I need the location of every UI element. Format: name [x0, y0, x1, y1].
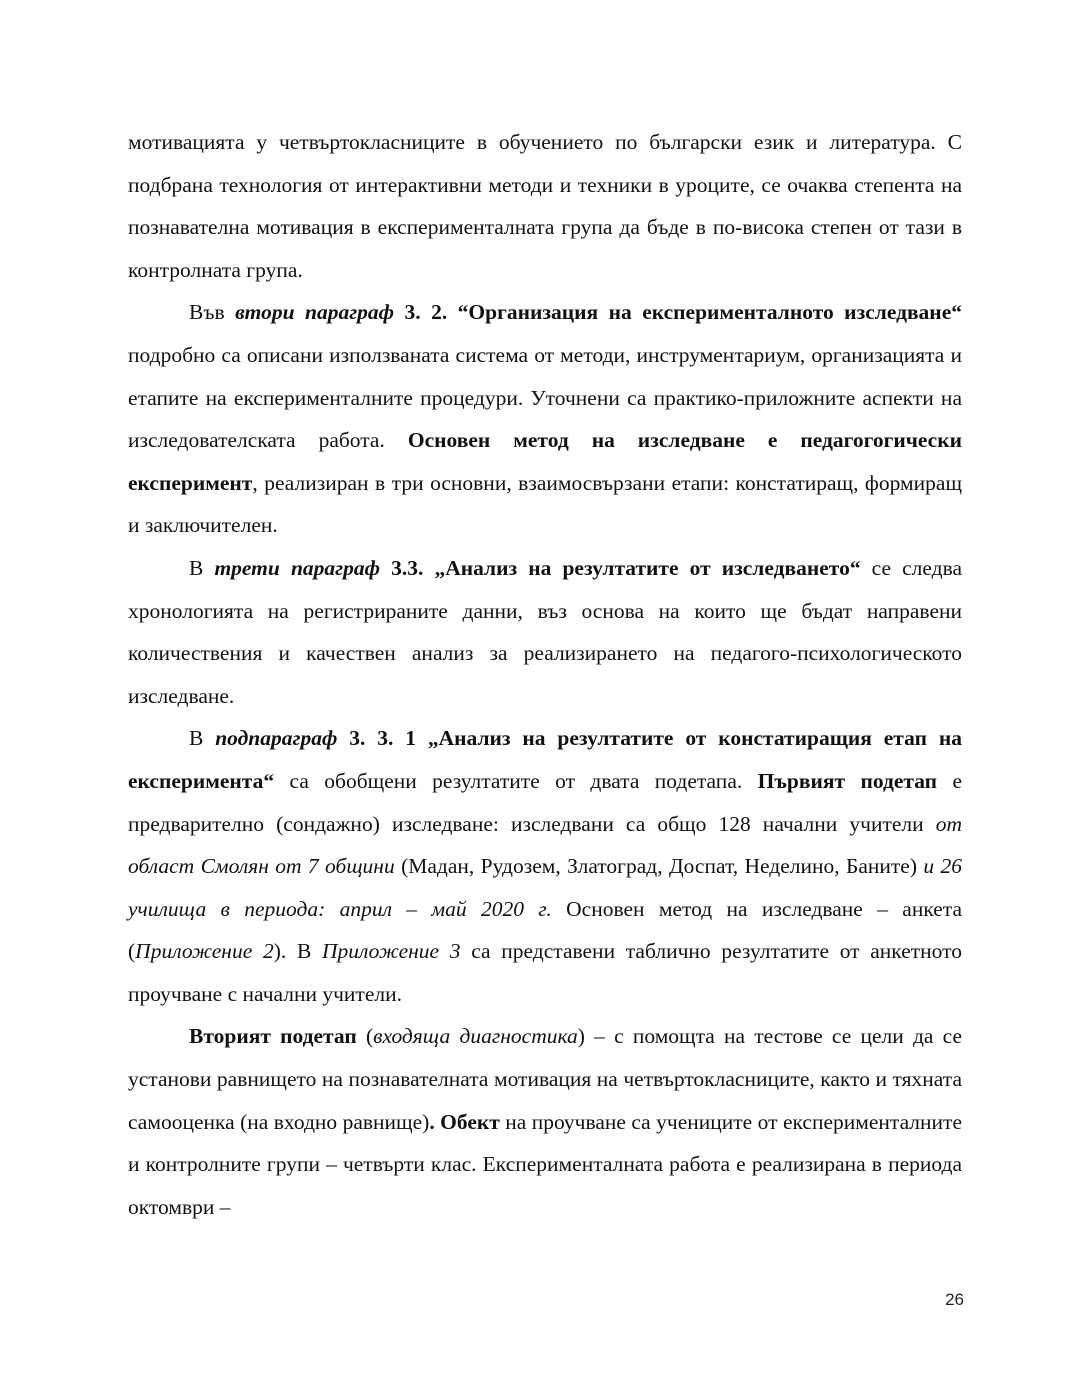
paragraph-4	[128, 717, 962, 1015]
body-text	[128, 121, 962, 1228]
emphasis-term: подпараграф	[215, 726, 338, 751]
italic-text: входяща диагностика	[373, 1024, 578, 1049]
paragraph-5	[128, 1015, 962, 1228]
section-title: 3. 3. 1 „Анализ на резултатите от констатиращия етап на експеримента“	[128, 726, 962, 793]
emphasis-term: трети параграф	[214, 555, 380, 580]
text-run: подробно са описани използваната система от методи, инструментариум, организацията и етапите на експерименталните процедури. Уточнени са практико-приложните аспекти на изследователската работа.	[128, 342, 962, 453]
italic-reference: Приложение 2	[135, 939, 274, 964]
text-run: са обобщени резултатите от двата подетапа.	[274, 768, 758, 793]
text-run: (	[356, 1024, 374, 1049]
italic-text: от област Смолян от 7 общини	[128, 811, 962, 879]
text-run: на проучване са учениците от експерименталните и контролните групи – четвърти клас. Експерименталната работа е реализирана в периода октомври –	[128, 1109, 962, 1219]
bold-term: . Обект	[429, 1109, 500, 1134]
text-run: ). В	[273, 939, 322, 964]
paragraph-3	[128, 547, 962, 717]
italic-text: и 26 училища в периода: април – май 2020 г.	[128, 854, 963, 921]
text-run: се следва хронологията на регистрираните данни, въз основа на които ще бъдат направени количествения и качествен анализ за реализирането на педагого-психологическото изследване.	[128, 555, 963, 708]
text-run: (Мадан, Рудозем, Златоград, Доспат, Неделино, Баните)	[394, 854, 924, 879]
emphasis-term: втори параграф	[235, 300, 395, 325]
text-run: са представени таблично резултатите от анкетното проучване с начални учители.	[128, 939, 962, 1006]
paragraph-2	[128, 291, 962, 547]
text-run: , реализиран в три основни, взаимосвързани етапи: констатиращ, формиращ и заключителен.	[128, 470, 962, 538]
text-run: Във	[189, 300, 236, 325]
text-run: В	[189, 555, 215, 580]
bold-term: Вторият подетап	[189, 1024, 357, 1049]
page-number: 26	[945, 1290, 964, 1309]
text-run: ) – с помощта на тестове се цели да се установи равнището на познавателната мотивация на четвъртокласниците, както и тяхната самооценка (на входно равнище)	[128, 1024, 962, 1134]
bold-term: Първият подетап	[757, 768, 938, 793]
section-title: 3. 2. “Организация на експерименталното изследване“	[394, 300, 962, 325]
text-run: е предварително (сондажно) изследване: изследвани са общо 128 начални учители	[128, 768, 962, 836]
italic-reference: Приложение 3	[322, 939, 461, 964]
text-run: В	[189, 726, 216, 751]
text-run: мотивацията у четвъртокласниците в обучението по български език и литература. С подбрана технология от интерактивни методи и техники в уроците, се очаква степента на познавателна мотивация в експерименталната група да бъде в по-висока степен от тази в контролната група.	[128, 130, 962, 282]
bold-statement: Основен метод на изследване е педагогогически експеримент	[128, 428, 963, 495]
section-title: 3.3. „Анализ на резултатите от изследването“	[380, 555, 861, 580]
text-run: Основен метод на изследване – анкета (	[128, 896, 962, 964]
paragraph-1	[128, 121, 962, 291]
